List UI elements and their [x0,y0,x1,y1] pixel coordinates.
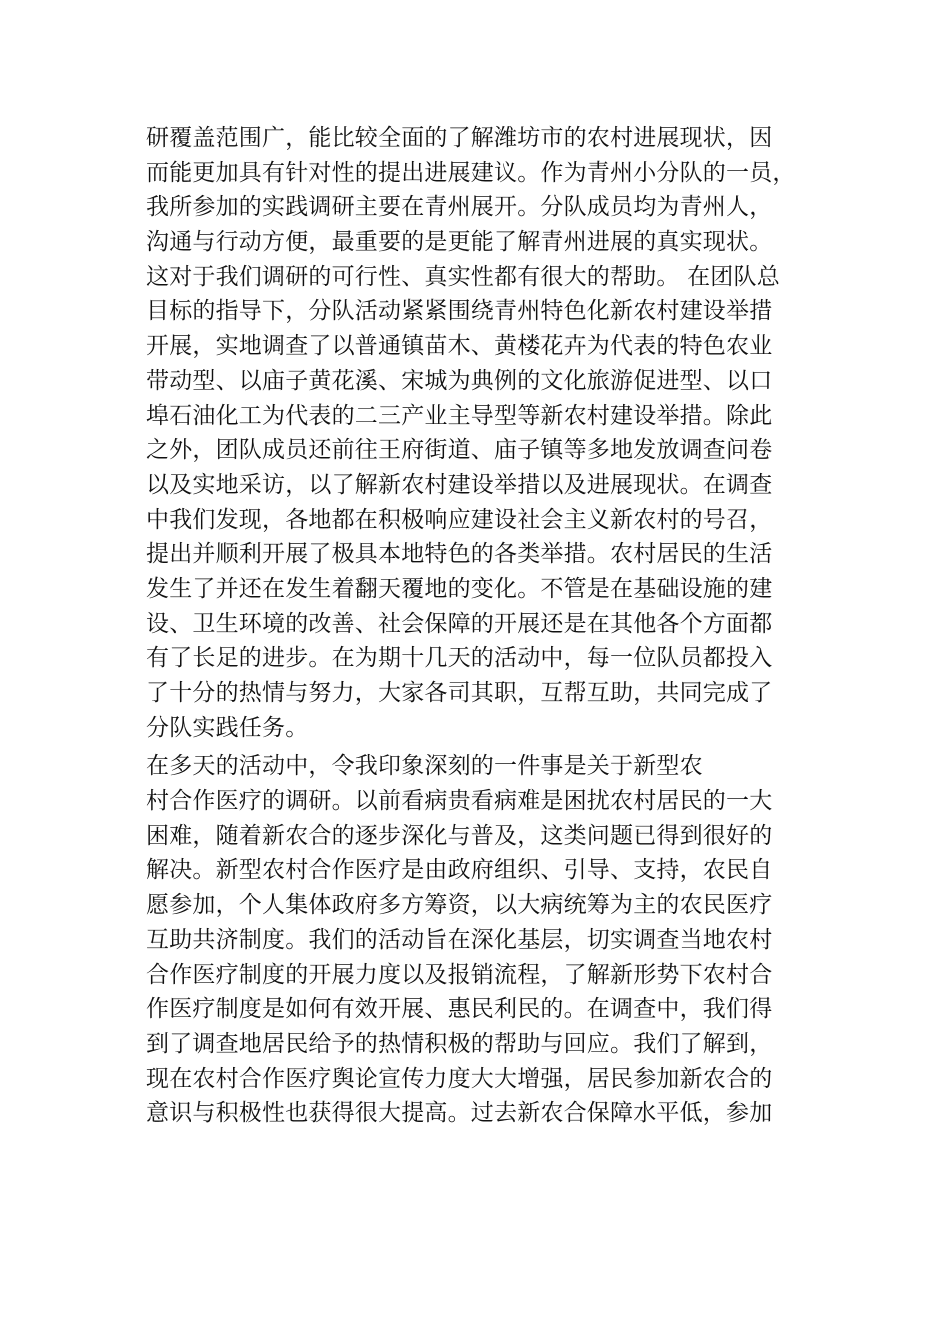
text-line: 困难，随着新农合的逐步深化与普及，这类问题已得到很好的 [146,822,773,849]
text-line: 以及实地采访，以了解新农村建设举措以及进展现状。在调查 [146,471,773,498]
text-line: 提出并顺利开展了极具本地特色的各类举措。农村居民的生活 [146,541,773,568]
text-line: 解决。新型农村合作医疗是由政府组织、引导、支持，农民自 [146,857,773,884]
text-line: 到了调查地居民给予的热情积极的帮助与回应。我们了解到， [146,1030,773,1057]
text-line: 现在农村合作医疗舆论宣传力度大大增强，居民参加新农合的 [146,1065,773,1092]
paragraph-2 [146,749,806,1131]
text-line: 研覆盖范围广，能比较全面的了解潍坊市的农村进展现状，因 [146,125,773,151]
text-line: 发生了并还在发生着翻天覆地的变化。不管是在基础设施的建 [146,575,773,602]
text-line: 中我们发现，各地都在积极响应建设社会主义新农村的号召， [146,506,773,533]
text-line: 分队实践任务。 [146,714,309,741]
text-line: 这对于我们调研的可行性、真实性都有很大的帮助。 在团队总 [146,263,780,290]
text-line: 作医疗制度是如何有效开展、惠民利民的。在调查中，我们得 [146,996,773,1023]
text-line: 带动型、以庙子黄花溪、宋城为典例的文化旅游促进型、以口 [146,367,773,394]
text-line: 在多天的活动中，令我印象深刻的一件事是关于新型农 [146,753,703,780]
text-line: 沟通与行动方便，最重要的是更能了解青州进展的真实现状。 [146,229,773,256]
text-line: 有了长足的进步。在为期十几天的活动中，每一位队员都投入 [146,645,773,672]
text-line: 目标的指导下，分队活动紧紧围绕青州特色化新农村建设举措 [146,298,773,325]
text-line: 我所参加的实践调研主要在青州展开。分队成员均为青州人， [146,194,773,221]
text-line: 开展，实地调查了以普通镇苗木、黄楼花卉为代表的特色农业 [146,333,773,360]
text-line: 而能更加具有针对性的提出进展建议。作为青州小分队的一员， [146,159,796,186]
text-line: 愿参加，个人集体政府多方筹资，以大病统筹为主的农民医疗 [146,892,773,919]
text-line: 村合作医疗的调研。以前看病贵看病难是困扰农村居民的一大 [146,788,773,815]
text-line: 之外，团队成员还前往王府街道、庙子镇等多地发放调查问卷 [146,437,773,464]
text-line: 合作医疗制度的开展力度以及报销流程，了解新形势下农村合 [146,961,773,988]
paragraph-1 [146,121,806,745]
text-line: 互助共济制度。我们的活动旨在深化基层，切实调查当地农村 [146,926,773,953]
document-body [146,121,806,1131]
text-line: 了十分的热情与努力，大家各司其职，互帮互助，共同完成了 [146,680,773,706]
text-line: 设、卫生环境的改善、社会保障的开展还是在其他各个方面都 [146,610,773,637]
text-line: 意识与积极性也获得很大提高。过去新农合保障水平低，参加 [146,1100,773,1127]
text-line: 埠石油化工为代表的二三产业主导型等新农村建设举措。除此 [146,402,773,429]
